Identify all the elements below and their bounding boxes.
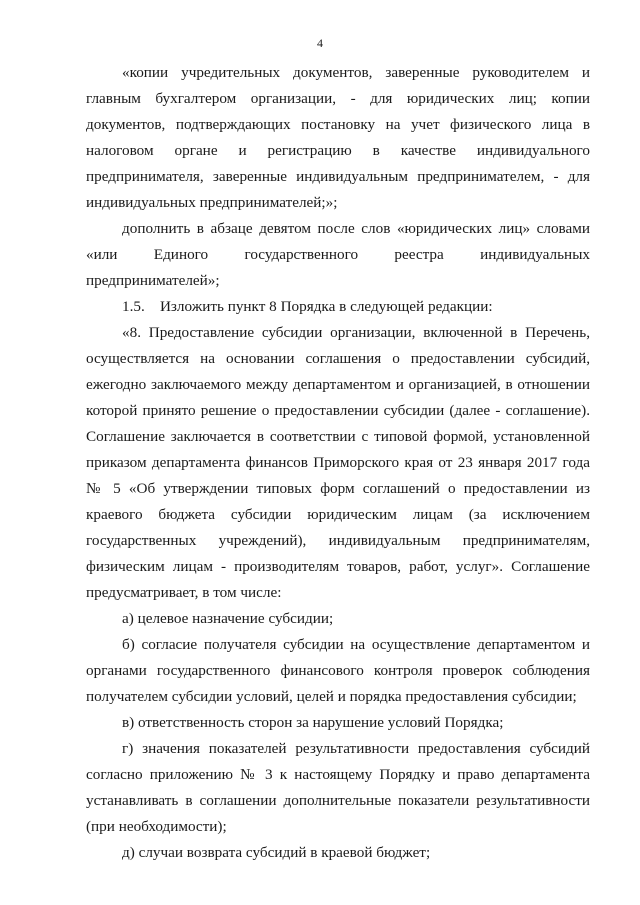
- list-item-v: в) ответственность сторон за нарушение условий Порядка;: [122, 714, 504, 731]
- list-item-g: г) значения показателей результативности предоставления субсидий согласно приложению № 3 к настоящему Порядку и право департамента устанавливать в соглашении дополнительные показатели результативности (при необходимости);: [86, 740, 590, 835]
- paragraph-founding-documents: «копии учредительных документов, заверенные руководителем и главным бухгалтером организации, - для юридических лиц; копии документов, подтверждающих постановку на учет физического лица в налоговом органе и регистрацию в качестве индивидуального предпринимателя, заверенные индивидуальным предпринимателем, - для индивидуальных предпринимателей;»;: [86, 64, 590, 211]
- list-item-a: а) целевое назначение субсидии;: [122, 610, 334, 627]
- paragraph-point-8: «8. Предоставление субсидии организации, включенной в Перечень, осуществляется на основании соглашения о предоставлении субсидий, ежегодно заключаемого между департаментом и организацией, в отношении которой принято решение о предоставлении субсидии (далее - соглашение). Соглашение заключается в соответствии с типовой формой, установленной приказом департамента финансов Приморского края от 23 января 2017 года № 5 «Об утверждении типовых форм соглашений о предоставлении из краевого бюджета субсидии юридическим лицам (за исключением государственных учреждений), индивидуальным предпринимателям, физическим лицам - производителям товаров, работ, услуг». Соглашение предусматривает, в том числе:: [86, 324, 590, 601]
- paragraph-item-1-5: 1.5. Изложить пункт 8 Порядка в следующей редакции:: [122, 298, 493, 315]
- page-number: 4: [317, 36, 323, 50]
- list-item-b: б) согласие получателя субсидии на осуществление департаментом и органами государственного финансового контроля проверок соблюдения получателем субсидии условий, целей и порядка предоставления субсидии;: [86, 636, 590, 705]
- paragraph-supplement-ninth-clause: дополнить в абзаце девятом после слов «юридических лиц» словами «или Единого государственного реестра индивидуальных предпринимателей»;: [86, 220, 590, 289]
- document-body: [86, 60, 590, 866]
- list-item-d: д) случаи возврата субсидий в краевой бюджет;: [122, 844, 431, 861]
